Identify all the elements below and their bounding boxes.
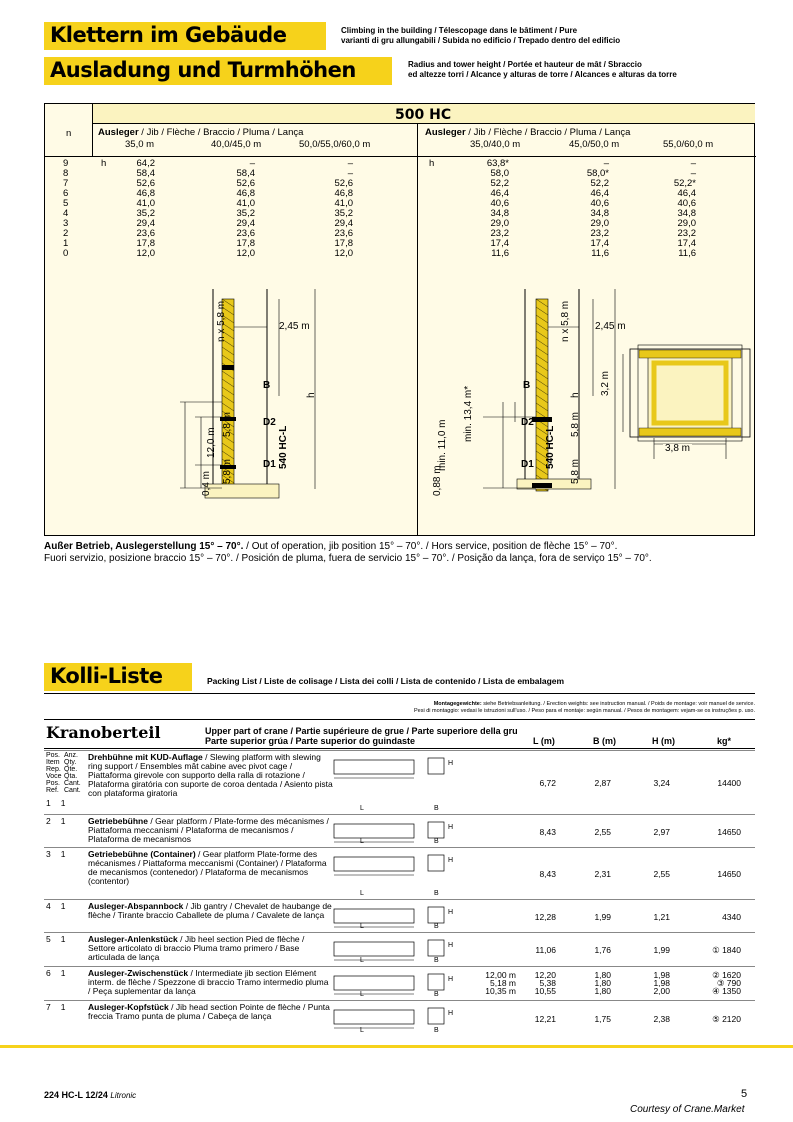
item-kg: 4340 <box>722 912 741 922</box>
header-title-climbing: Klettern im Gebäude <box>50 23 287 47</box>
item-kg: ⑤ 2120 <box>712 1014 741 1024</box>
jib-header-right: Ausleger / Jib / Flèche / Braccio / Pluma / Lança <box>425 127 631 138</box>
packing-row <box>44 750 755 814</box>
right-h2: – <box>603 158 609 169</box>
section-subtitle: Upper part of crane / Partie supérieure de grue / Parte superiore della gru Parte superior grúa / Parte superior do guindaste <box>205 726 518 746</box>
right-h3: 34,8 <box>677 208 696 219</box>
dim-120-left: 12,0 m <box>206 427 217 458</box>
left-h2: 41,0 <box>236 198 255 209</box>
right-h3: 52,2* <box>673 178 696 189</box>
right-h3: 23,2 <box>677 228 696 239</box>
item-side-view <box>330 936 420 964</box>
dim-n-left: n x 5,8 m <box>216 300 227 342</box>
left-h1: 29,4 <box>136 218 155 229</box>
item-h: 1,98 <box>653 978 670 988</box>
item-description: Getriebebühne (Container) / Gear platform Plate-forme des mécanismes / Piattaforma meccanismi (Container) / Plataforma de mecanismos (contenedor) / Plataforma de mecanismos (contentor) <box>88 849 327 886</box>
icon-b: B <box>434 957 439 964</box>
packing-row <box>44 899 755 932</box>
left-h1: 58,4 <box>136 168 155 179</box>
dim-58b-right: 5,8 m <box>570 458 581 484</box>
item-description: Ausleger-Anlenkstück / Jib heel section Pied de flèche / Settore articolato di braccio Pluma tramo primero / Base articulada de lança <box>88 934 305 962</box>
header-bar-kolli <box>44 663 192 691</box>
col-kg: kg* <box>717 736 732 746</box>
courtesy-text: Courtesy of Crane.Market <box>630 1104 745 1115</box>
left-h2: 12,0 <box>236 248 255 259</box>
item-side-view <box>330 754 420 782</box>
header-subtitle-climbing: Climbing in the building / Télescopage dans le bâtiment / Pure varianti di gru allungabili / Subida no edificio / Trepado dentro del edificio <box>341 26 621 45</box>
item-h: 2,38 <box>653 1014 670 1024</box>
right-h1: 63,8* <box>486 158 509 169</box>
item-kg: ③ 790 <box>716 978 741 988</box>
right-col-2: 45,0/50,0 m <box>569 139 620 150</box>
right-h2: 29,0 <box>590 218 609 229</box>
item-b: 1,80 <box>594 970 611 980</box>
icon-b: B <box>434 805 439 812</box>
right-h1: 23,2 <box>490 228 509 239</box>
item-l: 12,21 <box>534 1014 556 1024</box>
right-h3: 11,6 <box>678 248 696 259</box>
item-h: 1,21 <box>653 912 670 922</box>
right-h2: 46,4 <box>590 188 609 199</box>
jib-header-left: Ausleger / Jib / Flèche / Braccio / Pluma / Lança <box>98 127 304 138</box>
table-divider <box>417 124 418 536</box>
item-side-view <box>330 818 420 846</box>
left-h1: 35,2 <box>136 208 155 219</box>
item-pos: 2 1 <box>46 816 66 826</box>
row-n: 6 <box>63 188 69 199</box>
item-description: Ausleger-Abspannbock / Jib gantry / Chevalet de haubange de flèche / Tirante braccio Caballete de pluma / Cavalete de lança <box>88 901 332 920</box>
left-h3: 23,6 <box>334 228 353 239</box>
item-l: 8,43 <box>539 869 556 879</box>
left-h3: – <box>347 168 353 179</box>
dim-245-left: 2,45 m <box>279 321 310 332</box>
jib-length: 12,00 m <box>485 970 516 980</box>
left-h2: 29,4 <box>236 218 255 229</box>
right-h2: 11,6 <box>591 248 609 259</box>
left-h1: 46,8 <box>136 188 155 199</box>
icon-b: B <box>434 890 439 897</box>
left-h1: 52,6 <box>136 178 155 189</box>
label-d2-left: D2 <box>263 417 276 428</box>
label-d1-left: D1 <box>263 459 276 470</box>
dim-38-right: 3,8 m <box>665 443 691 454</box>
row-n: 2 <box>63 228 69 239</box>
dim-58a-right: 5,8 m <box>570 411 581 437</box>
n-label: n <box>66 128 72 139</box>
icon-h: H <box>448 760 454 767</box>
item-side-view <box>330 970 420 998</box>
item-side-view <box>330 903 420 931</box>
item-pos: 5 1 <box>46 934 66 944</box>
left-h1: 17,8 <box>136 238 155 249</box>
icon-h: H <box>448 909 454 916</box>
left-col-3: 50,0/55,0/60,0 m <box>299 139 371 150</box>
header-bar-radius <box>44 57 392 85</box>
icon-l: L <box>360 991 364 998</box>
right-h1: 11,6 <box>491 248 509 259</box>
row-n: 1 <box>63 238 69 249</box>
item-b: 2,55 <box>594 827 611 837</box>
right-h3: 29,0 <box>677 218 696 229</box>
icon-b: B <box>434 1027 439 1034</box>
right-h1: 29,0 <box>490 218 509 229</box>
kolli-subtitle: Packing List / Liste de colisage / Lista dei colli / Lista de contenido / Lista de embalagem <box>207 676 565 686</box>
icon-h: H <box>448 857 454 864</box>
item-description: Ausleger-Kopfstück / Jib head section Pointe de flèche / Punta freccia Tramo punta de pluma / Cabeça de lança <box>88 1002 330 1021</box>
page-number: 5 <box>741 1088 748 1100</box>
packing-row <box>44 814 755 847</box>
label-d1-right: D1 <box>521 459 534 470</box>
jib-length: 5,18 m <box>490 978 516 988</box>
right-h1: 58,0 <box>490 168 509 179</box>
row-n: 3 <box>63 218 69 229</box>
packing-row <box>44 1000 755 1036</box>
right-h3: 17,4 <box>677 238 696 249</box>
left-h3: – <box>347 158 353 169</box>
right-h1: 52,2 <box>490 178 509 189</box>
header-subtitle-radius: Radius and tower height / Portée et hauteur de mât / Sbraccio ed altezze torri / Alcance y alturas de torre / Alcances e alturas da torre <box>408 60 677 79</box>
tower-plan-view <box>623 345 750 459</box>
item-b: 1,75 <box>594 1014 611 1024</box>
row-n: 7 <box>63 178 69 189</box>
right-col-3: 55,0/60,0 m <box>663 139 714 150</box>
left-h3: 41,0 <box>334 198 353 209</box>
right-h2: 58,0* <box>586 168 609 179</box>
item-l: 12,28 <box>534 912 556 922</box>
item-l: 5,38 <box>539 978 556 988</box>
icon-l: L <box>360 1027 364 1034</box>
right-col-1: 35,0/40,0 m <box>470 139 521 150</box>
item-pos: 1 1 <box>46 798 66 808</box>
item-kg: 14650 <box>717 827 741 837</box>
icon-h: H <box>448 976 454 983</box>
item-b: 1,80 <box>594 978 611 988</box>
dim-min110-right: min. 11,0 m <box>437 419 448 471</box>
right-h2: 52,2 <box>590 178 609 189</box>
footer-model: 224 HC-L 12/24 Litronic <box>44 1090 137 1100</box>
left-h2: 35,2 <box>236 208 255 219</box>
left-col-2: 40,0/45,0 m <box>211 139 262 150</box>
right-h1: 17,4 <box>490 238 509 249</box>
item-pos: 4 1 <box>46 901 66 911</box>
item-kg: 14400 <box>717 778 741 788</box>
model-label: 500 HC <box>395 107 452 123</box>
item-h: 2,55 <box>653 869 670 879</box>
row-n: 0 <box>63 248 69 259</box>
dim-04-left: 0,4 m <box>201 470 212 496</box>
row-n: 9 <box>63 158 69 169</box>
right-h1: 34,8 <box>490 208 509 219</box>
row-n: 5 <box>63 198 69 209</box>
section-title: Kranoberteil <box>46 723 161 742</box>
icon-b: B <box>434 991 439 998</box>
left-h2: 58,4 <box>236 168 255 179</box>
item-b: 1,76 <box>594 945 611 955</box>
radius-height-table <box>44 103 755 536</box>
icon-l: L <box>360 838 364 845</box>
dim-h-right: h <box>570 392 581 398</box>
icon-l: L <box>360 890 364 897</box>
jib-length: 10,35 m <box>485 986 516 996</box>
dim-min134-right: min. 13,4 m* <box>463 385 474 442</box>
dim-58b-left: 5,8 m <box>222 458 233 484</box>
dim-58a-left: 5,8 m <box>222 411 233 437</box>
right-h3: – <box>690 168 696 179</box>
qty-labels: Anz. Qty. Qte. Qta. Cant. Cant. <box>64 752 81 794</box>
header-bar-climbing <box>44 22 326 50</box>
dim-h-left: h <box>306 392 317 398</box>
col-h: H (m) <box>652 736 675 746</box>
left-h2: – <box>249 158 255 169</box>
left-h3: 17,8 <box>334 238 353 249</box>
item-pos: 7 1 <box>46 1002 66 1012</box>
left-h2: 46,8 <box>236 188 255 199</box>
left-h1: 23,6 <box>136 228 155 239</box>
footer-rule <box>0 1045 793 1048</box>
item-kg: 14650 <box>717 869 741 879</box>
header-title-radius: Ausladung und Turmhöhen <box>50 58 356 82</box>
icon-l: L <box>360 923 364 930</box>
right-h3: 40,6 <box>677 198 696 209</box>
right-h2: 34,8 <box>590 208 609 219</box>
table-header-rule <box>45 156 756 157</box>
right-h1: 40,6 <box>490 198 509 209</box>
item-kg: ① 1840 <box>712 945 741 955</box>
item-kg: ② 1620 <box>712 970 741 980</box>
tower-label-left: 540 HC-L <box>278 425 289 469</box>
h-label-right: h <box>429 158 435 169</box>
icon-l: L <box>360 805 364 812</box>
item-side-view <box>330 851 420 879</box>
icon-h: H <box>448 824 454 831</box>
left-h3: 52,6 <box>334 178 353 189</box>
item-description: Ausleger-Zwischenstück / Intermediate jib section Elément interm. de flèche / Spezzone di braccio Tramo intermedio pluma / Peça suplementar da lança <box>88 968 329 996</box>
col-b: B (m) <box>593 736 616 746</box>
col-l: L (m) <box>533 736 555 746</box>
item-l: 11,06 <box>535 945 556 955</box>
left-h2: 52,6 <box>236 178 255 189</box>
tower-label-right: 540 HC-L <box>545 425 556 469</box>
left-h1: 12,0 <box>136 248 155 259</box>
item-l: 12,20 <box>534 970 556 980</box>
item-description: Getriebebühne / Gear platform / Plate-forme des mécanismes / Piattaforma meccanismi / Plataforma de mecanismos / Plataforma de mecanismos <box>88 816 329 844</box>
right-h1: 46,4 <box>490 188 509 199</box>
label-d2-right: D2 <box>521 417 534 428</box>
item-b: 1,99 <box>594 912 611 922</box>
item-pos: 6 1 <box>46 968 66 978</box>
h-label-left: h <box>101 158 107 169</box>
left-h2: 17,8 <box>236 238 255 249</box>
left-h3: 46,8 <box>334 188 353 199</box>
item-l: 8,43 <box>539 827 556 837</box>
right-h2: 17,4 <box>590 238 609 249</box>
right-h2: 23,2 <box>590 228 609 239</box>
item-h: 2,00 <box>653 986 670 996</box>
item-pos: 3 1 <box>46 849 66 859</box>
left-h3: 12,0 <box>334 248 353 259</box>
packing-row <box>44 966 755 1000</box>
icon-b: B <box>434 923 439 930</box>
packing-row <box>44 932 755 966</box>
dim-088-right: 0,88 m <box>432 465 443 496</box>
left-h2: 23,6 <box>236 228 255 239</box>
icon-h: H <box>448 942 454 949</box>
icon-l: L <box>360 957 364 964</box>
item-b: 1,80 <box>594 986 611 996</box>
item-b: 2,87 <box>594 778 611 788</box>
dim-n-right: n x 5,8 m <box>560 300 571 342</box>
label-b-right: B <box>523 380 531 391</box>
dim-32-right: 3,2 m <box>600 370 611 396</box>
left-h3: 35,2 <box>334 208 353 219</box>
icon-b: B <box>434 838 439 845</box>
pos-labels: Pos. Item Rep. Voce Pos. Ref. <box>46 752 62 794</box>
item-h: 1,98 <box>653 970 670 980</box>
row-n: 4 <box>63 208 69 219</box>
right-h2: 40,6 <box>590 198 609 209</box>
item-h: 1,99 <box>653 945 670 955</box>
right-h3: – <box>690 158 696 169</box>
weights-note: Montagegewichte: siehe Betriebsanleitung. / Erection weights: see instruction manual. / Poids de montage: voir manuel de service. Pesi di montaggio: vedasi le istruzioni sull'uso. / Peso para el montaje: según manual. / Pesos de montagem: vejam-se os instruções p. uso. <box>413 701 755 714</box>
item-side-view <box>330 1004 420 1032</box>
right-h3: 46,4 <box>677 188 696 199</box>
icon-h: H <box>448 1010 454 1017</box>
item-l: 10,55 <box>534 986 556 996</box>
packing-row <box>44 847 755 899</box>
item-h: 2,97 <box>653 827 670 837</box>
out-of-operation-note: Außer Betrieb, Auslegerstellung 15° – 70°. / Out of operation, jib position 15° – 70°. / Hors service, position de flèche 15° – 70°. Fuori servizio, posizione braccio 15° – 70°. / Posición de pluma, fuera de servicio 15° – 70°. / Posição da lança, fora de serviço 15° – 70°. <box>44 541 652 564</box>
item-kg: ④ 1350 <box>712 986 741 996</box>
item-h: 3,24 <box>653 778 670 788</box>
item-b: 2,31 <box>594 869 611 879</box>
dim-245-right: 2,45 m <box>595 321 626 332</box>
label-b-left: B <box>263 380 271 391</box>
item-l: 6,72 <box>539 778 556 788</box>
left-h1: 64,2 <box>136 158 155 169</box>
left-h1: 41,0 <box>136 198 155 209</box>
left-h3: 29,4 <box>334 218 353 229</box>
row-n: 8 <box>63 168 69 179</box>
item-description: Drehbühne mit KUD-Auflage / Slewing platform with slewing ring support / Ensembles mât cabine avec pivot cage / Piattaforma girevole con supporto della ralla di rotazione / Plataforma giratória con suporte de coroa dentada / Asiento pista con plataforma giratoria <box>88 752 333 798</box>
kolli-title: Kolli-Liste <box>50 664 163 688</box>
left-col-1: 35,0 m <box>125 139 155 150</box>
